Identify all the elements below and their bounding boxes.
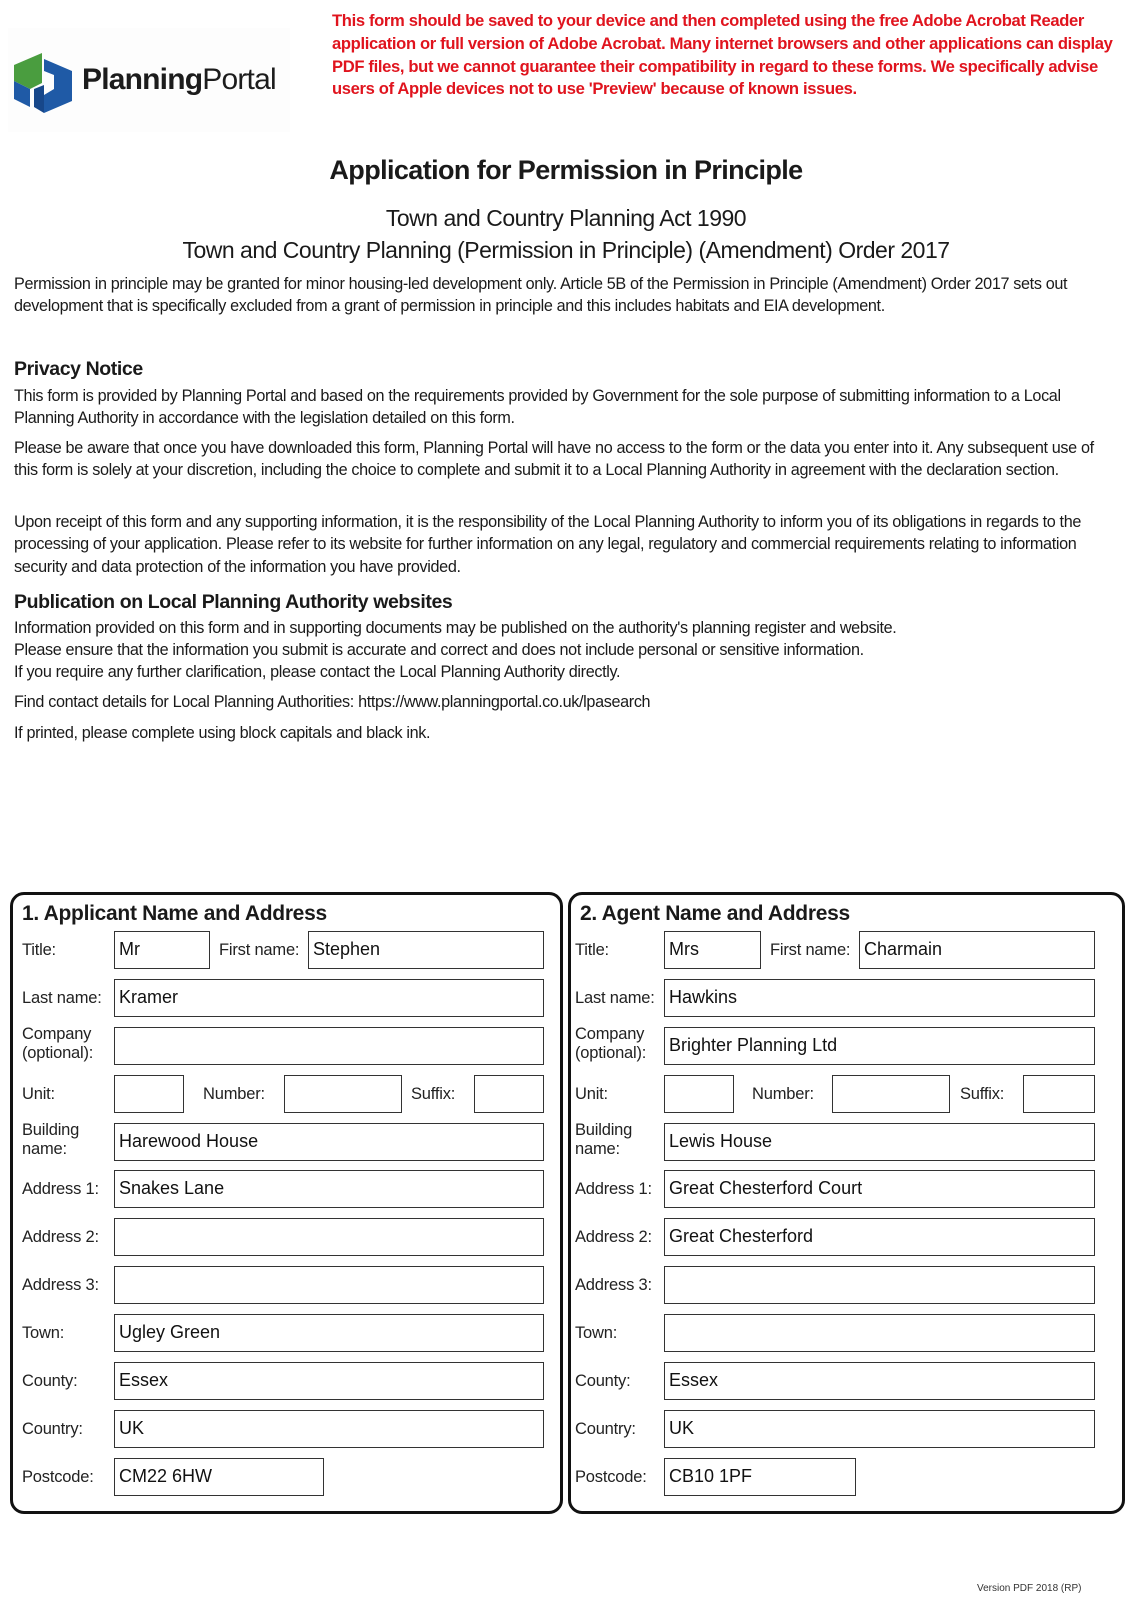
number-label: Number: — [752, 1085, 814, 1103]
applicant-address-2-field[interactable] — [114, 1218, 544, 1256]
address-2-label: Address 2: — [575, 1228, 652, 1246]
privacy-paragraph-3: Upon receipt of this form and any supporting information, it is the responsibility of the Local Planning Authority to inform you of its obligations in regards to the processing of your application. Please refer to its website for further information on any legal, regulatory and commercial requirements relating to information security and data protection of the information you have provided. — [14, 513, 1081, 576]
applicant-section — [10, 892, 563, 1514]
applicant-number-field[interactable] — [284, 1075, 402, 1113]
last-name-label: Last name: — [575, 989, 655, 1007]
agent-first-name-field[interactable]: Charmain — [859, 931, 1095, 969]
applicant-country-field[interactable]: UK — [114, 1410, 544, 1448]
unit-label: Unit: — [22, 1085, 55, 1103]
company-label: Company (optional): — [22, 1025, 94, 1062]
applicant-town-field[interactable]: Ugley Green — [114, 1314, 544, 1352]
applicant-title-field[interactable]: Mr — [114, 931, 210, 969]
applicant-building-name-field[interactable]: Harewood House — [114, 1123, 544, 1161]
page-title: Application for Permission in Principle — [329, 155, 803, 185]
applicant-suffix-field[interactable] — [474, 1075, 544, 1113]
unit-label: Unit: — [575, 1085, 608, 1103]
agent-last-name-field[interactable]: Hawkins — [664, 979, 1095, 1017]
planning-portal-logo — [8, 28, 290, 132]
address-3-label: Address 3: — [575, 1276, 652, 1294]
print-note: If printed, please complete using block capitals and black ink. — [14, 724, 431, 742]
agent-country-field[interactable]: UK — [664, 1410, 1095, 1448]
applicant-postcode-field[interactable]: CM22 6HW — [114, 1458, 324, 1496]
applicant-last-name-field[interactable]: Kramer — [114, 979, 544, 1017]
county-label: County: — [22, 1372, 78, 1390]
title-label: Title: — [575, 941, 609, 959]
lpa-contact-link[interactable]: Find contact details for Local Planning Authorities: https://www.planningportal.co.uk/lpasearch — [14, 693, 651, 711]
address-2-label: Address 2: — [22, 1228, 99, 1246]
compatibility-warning: This form should be saved to your device and then completed using the free Adobe Acrobat Reader application or full version of Adobe Acrobat. Many internet browsers and other applications can display PDF files, but we cannot guarantee their compatibility in regard to these forms. We specifically advise users of Apple devices not to use 'Preview' because of known issues. — [332, 11, 1113, 99]
address-1-label: Address 1: — [22, 1180, 99, 1198]
agent-address-3-field[interactable] — [664, 1266, 1095, 1304]
building-name-label: Building name: — [575, 1121, 633, 1158]
agent-town-field[interactable] — [664, 1314, 1095, 1352]
agent-suffix-field[interactable] — [1023, 1075, 1095, 1113]
building-name-label: Building name: — [22, 1121, 80, 1158]
privacy-paragraph-1: This form is provided by Planning Portal and based on the requirements provided by Government for the sole purpose of submitting information to a Local Planning Authority in accordance with the legislation detailed on this form. — [14, 387, 1061, 428]
privacy-notice-heading: Privacy Notice — [14, 358, 143, 380]
town-label: Town: — [22, 1324, 65, 1342]
first-name-label: First name: — [770, 941, 851, 959]
agent-county-field[interactable]: Essex — [664, 1362, 1095, 1400]
country-label: Country: — [22, 1420, 83, 1438]
title-label: Title: — [22, 941, 56, 959]
publication-line-3: If you require any further clarification, please contact the Local Planning Authority directly. — [14, 663, 621, 681]
first-name-label: First name: — [219, 941, 300, 959]
agent-unit-field[interactable] — [664, 1075, 734, 1113]
publication-line-2: Please ensure that the information you submit is accurate and correct and does not include personal or sensitive information. — [14, 641, 864, 659]
agent-building-name-field[interactable]: Lewis House — [664, 1123, 1095, 1161]
version-label: Version PDF 2018 (RP) — [977, 1583, 1082, 1594]
agent-company-field[interactable]: Brighter Planning Ltd — [664, 1027, 1095, 1065]
address-3-label: Address 3: — [22, 1276, 99, 1294]
applicant-unit-field[interactable] — [114, 1075, 184, 1113]
address-1-label: Address 1: — [575, 1180, 652, 1198]
agent-address-1-field[interactable]: Great Chesterford Court — [664, 1170, 1095, 1208]
applicant-section-heading: 1. Applicant Name and Address — [22, 902, 327, 925]
applicant-county-field[interactable]: Essex — [114, 1362, 544, 1400]
page-subtitle-act: Town and Country Planning Act 1990 — [385, 205, 747, 231]
page-subtitle-order: Town and Country Planning (Permission in Principle) (Amendment) Order 2017 — [182, 237, 950, 263]
number-label: Number: — [203, 1085, 265, 1103]
agent-section — [568, 892, 1125, 1514]
postcode-label: Postcode: — [22, 1468, 94, 1486]
publication-heading: Publication on Local Planning Authority websites — [14, 591, 453, 613]
county-label: County: — [575, 1372, 631, 1390]
agent-postcode-field[interactable]: CB10 1PF — [664, 1458, 856, 1496]
applicant-address-1-field[interactable]: Snakes Lane — [114, 1170, 544, 1208]
planning-portal-logo-icon — [12, 45, 74, 115]
suffix-label: Suffix: — [960, 1085, 1005, 1103]
applicant-first-name-field[interactable]: Stephen — [308, 931, 544, 969]
last-name-label: Last name: — [22, 989, 102, 1007]
postcode-label: Postcode: — [575, 1468, 647, 1486]
town-label: Town: — [575, 1324, 618, 1342]
applicant-address-3-field[interactable] — [114, 1266, 544, 1304]
privacy-paragraph-2: Please be aware that once you have downloaded this form, Planning Portal will have no access to the form or the data you enter into it. Any subsequent use of this form is solely at your discretion, including the choice to complete and submit it to a Local Planning Authority in agreement with the declaration section. — [14, 439, 1094, 480]
applicant-company-field[interactable] — [114, 1027, 544, 1065]
agent-address-2-field[interactable]: Great Chesterford — [664, 1218, 1095, 1256]
agent-number-field[interactable] — [832, 1075, 950, 1113]
publication-line-1: Information provided on this form and in supporting documents may be published on the authority's planning register and website. — [14, 619, 897, 637]
agent-section-heading: 2. Agent Name and Address — [580, 902, 850, 925]
logo-wordmark: PlanningPortal — [82, 63, 276, 96]
intro-paragraph: Permission in principle may be granted for minor housing-led development only. Article 5B of the Permission in Principle (Amendment) Order 2017 sets out development that is specifically excluded from a grant of permission in principle and this includes habitats and EIA development. — [14, 275, 1068, 316]
country-label: Country: — [575, 1420, 636, 1438]
company-label: Company (optional): — [575, 1025, 647, 1062]
suffix-label: Suffix: — [411, 1085, 456, 1103]
agent-title-field[interactable]: Mrs — [664, 931, 761, 969]
